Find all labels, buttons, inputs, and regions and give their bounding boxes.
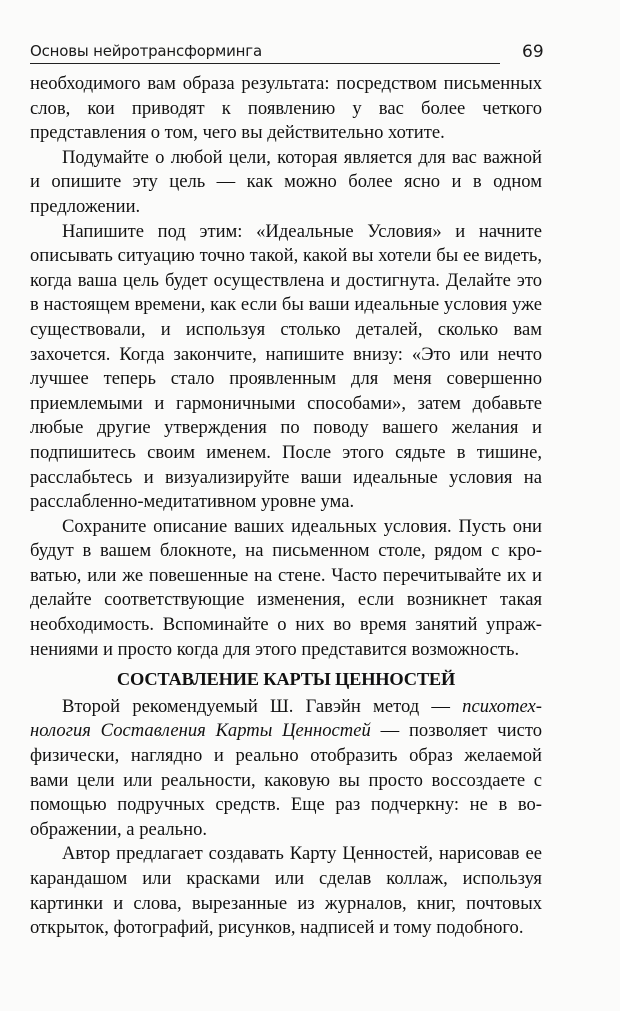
paragraph-3: Напишите под этим: «Идеальные Условия» и начните описывать ситуацию точно такой, какой вы хотели бы ее видеть, когда ваша цель будет осуществлена и достигнута. Делайте это в настоящем времени, как если бы ваши идеальные условия уже существовали, и используя столько деталей, сколько вам захочется. Когда закончите, напишите внизу: «Это или нечто лучшее теперь стало проявленным для меня совершенно приемлемыми и гармоничными способами», затем добавьте любые другие утверждения по поводу вашего желания и подпишитесь своим именем. После этого сядьте в тишине, расслабьтесь и визуализируйте ваши идеальные условия на расслабленно-медитативном уровне ума.	[30, 220, 542, 513]
paragraph-1: необходимого вам образа результата: посредством письменных слов, кои приводят к появлению у вас более четкого представления о том, чего вы действительно хотите.	[30, 73, 542, 144]
paragraph-6: Автор предлагает создавать Карту Ценностей, нарисовав ее карандашом или красками или сделав коллаж, используя картинки и слова, вырезанные из журналов, книг, почтовых открыток, фотографий, рисунков, надписей и тому подобного.	[30, 843, 542, 939]
page-number: 69	[522, 42, 544, 62]
paragraph-4: Сохраните описание ваших идеальных условия. Пусть они будут в вашем блокноте, на письменном столе, рядом с кроватью, или же повешенные на стене. Часто перечитывайте их и делайте соответствующие изменения, если возникнет такая необходимость. Вспоминайте о них во время занятий упражнениями и просто когда для этого представится возможность.	[30, 515, 542, 660]
page-header	[30, 38, 550, 70]
paragraph-5-italic: психотехнология Составления Карты Ценностей	[30, 695, 542, 742]
running-title: Основы нейротрансформинга	[30, 42, 262, 60]
section-heading: СОСТАВЛЕНИЕ КАРТЫ ЦЕННОСТЕЙ	[116, 669, 456, 690]
page-body	[30, 72, 542, 941]
header-rule	[30, 63, 500, 64]
paragraph-2: Подумайте о любой цели, которая является для вас важной и опишите эту цель — как можно более ясно и в одном предложении.	[30, 146, 542, 217]
paragraph-5	[30, 695, 542, 843]
paragraph-5-start: Второй рекомендуемый Ш. Гавэйн метод —	[62, 695, 463, 717]
paragraph-5-end: — позволяет чисто физически, наглядно и реально отобразить образ желаемой вами цели или реальности, каковую вы просто воссоздаете с помощью подручных средств. Еще раз подчеркну: не в воображении, а реально.	[30, 720, 543, 840]
